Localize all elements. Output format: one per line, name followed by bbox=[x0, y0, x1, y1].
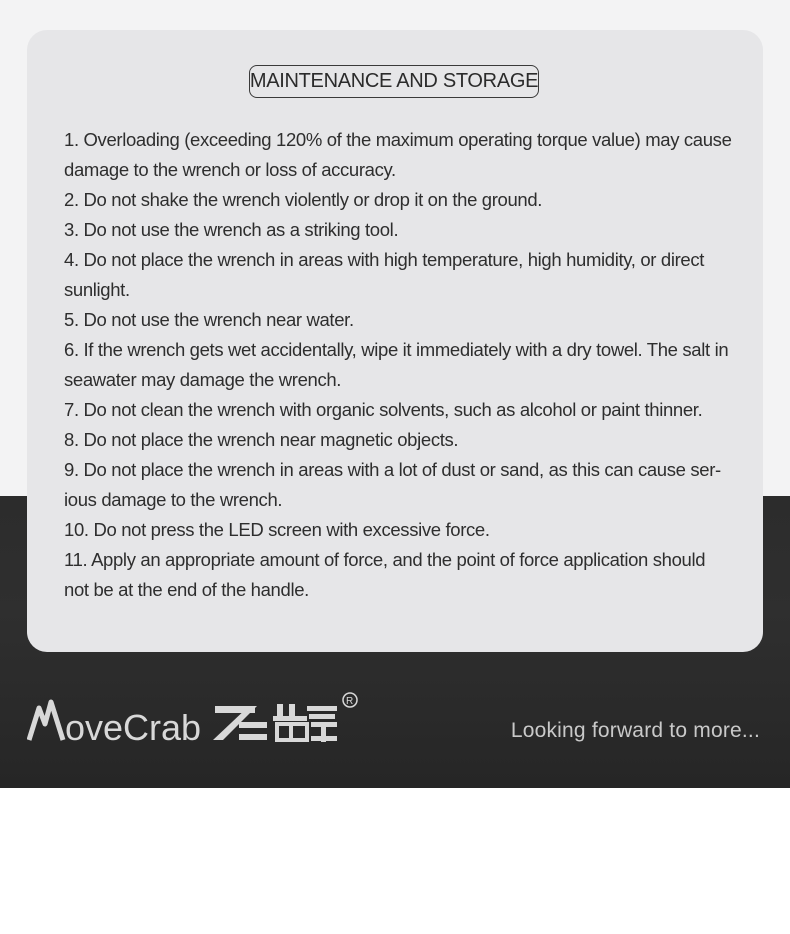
list-item: 4. Do not place the wrench in areas with high temperature, high humidity, or direct sunlight. bbox=[64, 249, 705, 300]
svg-text:R: R bbox=[346, 696, 354, 707]
list-item: 1. Overloading (exceeding 120% of the maximum operating torque value) may cause damage to the wrench or loss of accuracy. bbox=[64, 129, 732, 180]
list-item: 11. Apply an appropriate amount of force, and the point of force application should not be at the end of the handle. bbox=[64, 549, 706, 600]
section-title: MAINTENANCE AND STORAGE bbox=[249, 70, 539, 92]
section-title-box bbox=[249, 65, 539, 98]
footer-tagline: Looking forward to more... bbox=[510, 719, 760, 742]
page-bottom-background bbox=[0, 788, 790, 934]
list-item: 6. If the wrench gets wet accidentally, wipe it immediately with a dry towel. The salt in seawater may damage the wrench. bbox=[64, 339, 729, 390]
list-item: 10. Do not press the LED screen with excessive force. bbox=[64, 519, 490, 540]
list-item: 8. Do not place the wrench near magnetic objects. bbox=[64, 429, 459, 450]
svg-text:oveCrab: oveCrab bbox=[65, 707, 202, 748]
maintenance-card bbox=[27, 30, 763, 652]
list-item: 2. Do not shake the wrench violently or drop it on the ground. bbox=[64, 189, 543, 210]
list-item: 7. Do not clean the wrench with organic solvents, such as alcohol or paint thinner. bbox=[64, 399, 703, 420]
list-item: 5. Do not use the wrench near water. bbox=[64, 309, 354, 330]
list-item: 3. Do not use the wrench as a striking tool. bbox=[64, 219, 399, 240]
maintenance-list bbox=[64, 125, 732, 605]
movecrab-logo bbox=[27, 688, 367, 748]
list-item: 9. Do not place the wrench in areas with a lot of dust or sand, as this can cause ser-ious damage to the wrench. bbox=[64, 459, 721, 510]
